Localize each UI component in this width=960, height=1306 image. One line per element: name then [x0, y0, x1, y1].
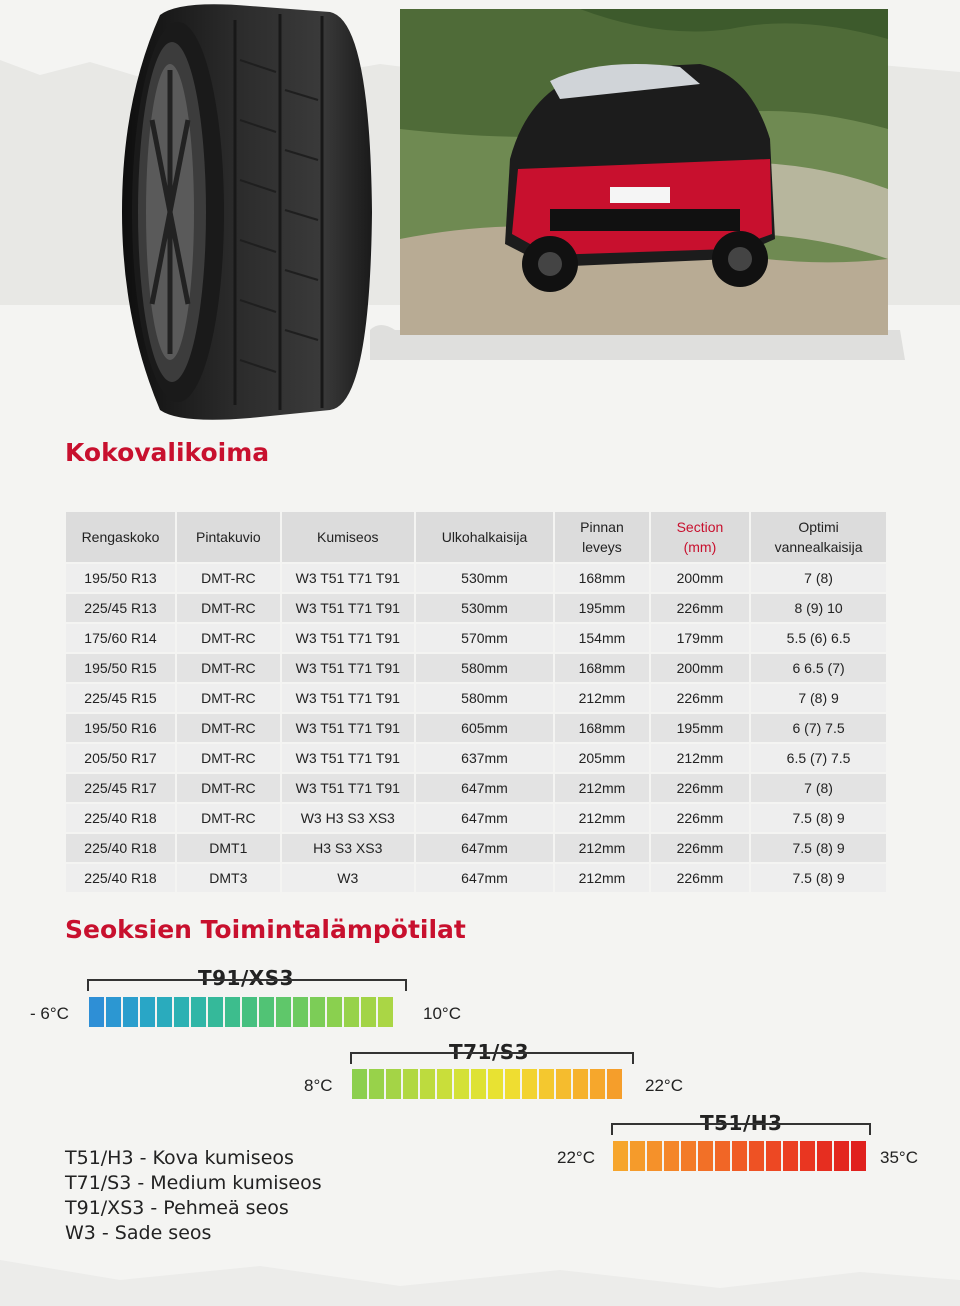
table-cell: 226mm [651, 802, 751, 832]
table-cell: W3 H3 S3 XS3 [282, 802, 416, 832]
col-section-text: Section (mm) [676, 519, 724, 555]
col-ulkohalkaisija: Ulkohalkaisija [416, 512, 555, 562]
table-cell: 7 (8) [751, 772, 886, 802]
legend-item: W3 - Sade seos [65, 1222, 212, 1244]
table-cell: 195mm [651, 712, 751, 742]
table-cell: 212mm [555, 682, 651, 712]
table-row [66, 802, 886, 832]
table-row [66, 712, 886, 742]
temp-segment [556, 1069, 571, 1099]
table-cell: W3 T51 T71 T91 [282, 682, 416, 712]
temp-segment [573, 1069, 588, 1099]
temp-segment [106, 997, 121, 1027]
temp-segment [123, 997, 138, 1027]
temp-segment [140, 997, 155, 1027]
temp-segment [539, 1069, 554, 1099]
table-cell: DMT-RC [177, 682, 282, 712]
col-optimi-text: Optimi vannealkaisija [774, 519, 863, 555]
table-cell: DMT-RC [177, 652, 282, 682]
table-cell: W3 T51 T71 T91 [282, 772, 416, 802]
col-section [651, 512, 751, 562]
legend-item: T91/XS3 - Pehmeä seos [65, 1197, 289, 1219]
range-label-t71: T71/S3 [449, 1040, 530, 1064]
temp-segment [522, 1069, 537, 1099]
col-rengaskoko: Rengaskoko [66, 512, 177, 562]
table-cell: 580mm [416, 652, 555, 682]
table-cell: 225/45 R13 [66, 592, 177, 622]
table-cell: 154mm [555, 622, 651, 652]
range-bars-t51 [613, 1141, 868, 1171]
temp-segment [817, 1141, 832, 1171]
temp-segment [327, 997, 342, 1027]
table-cell: 226mm [651, 592, 751, 622]
range-bars-t91 [89, 997, 395, 1027]
table-cell: 212mm [555, 862, 651, 892]
temp-segment [630, 1141, 645, 1171]
range-label-t91: T91/XS3 [198, 966, 295, 990]
table-cell: DMT-RC [177, 562, 282, 592]
temp-segment [344, 997, 359, 1027]
table-cell: 212mm [555, 772, 651, 802]
table-cell: DMT1 [177, 832, 282, 862]
table-cell: 226mm [651, 832, 751, 862]
table-body [66, 562, 886, 892]
temp-segment [403, 1069, 418, 1099]
table-cell: 7 (8) 9 [751, 682, 886, 712]
temp-segment [386, 1069, 401, 1099]
table-cell: 605mm [416, 712, 555, 742]
range-max-t91: 10°C [423, 1004, 461, 1023]
table-cell: 7 (8) [751, 562, 886, 592]
table-cell: 8 (9) 10 [751, 592, 886, 622]
temp-segment [766, 1141, 781, 1171]
table-cell: W3 T51 T71 T91 [282, 652, 416, 682]
table-row [66, 622, 886, 652]
table-cell: 225/40 R18 [66, 832, 177, 862]
table-cell: 637mm [416, 742, 555, 772]
table-cell: 225/40 R18 [66, 802, 177, 832]
temp-segment [607, 1069, 622, 1099]
range-min-t71: 8°C [304, 1076, 333, 1095]
temp-segment [174, 997, 189, 1027]
table-row [66, 592, 886, 622]
table-row [66, 562, 886, 592]
temp-segment [647, 1141, 662, 1171]
table-cell: 212mm [651, 742, 751, 772]
range-label-t51: T51/H3 [700, 1111, 783, 1135]
table-cell: DMT-RC [177, 622, 282, 652]
temps-title: Seoksien Toimintalämpötilat [65, 915, 466, 944]
table-cell: 168mm [555, 712, 651, 742]
temp-segment [664, 1141, 679, 1171]
temp-segment [293, 997, 308, 1027]
table-cell: 530mm [416, 562, 555, 592]
table-cell: 212mm [555, 802, 651, 832]
temp-segment [242, 997, 257, 1027]
compound-legend [65, 1146, 322, 1246]
temp-segment [378, 997, 393, 1027]
table-cell: W3 T51 T71 T91 [282, 622, 416, 652]
temp-segment [613, 1141, 628, 1171]
table-cell: 175/60 R14 [66, 622, 177, 652]
table-cell: 225/45 R15 [66, 682, 177, 712]
range-bracket-t91 [87, 979, 407, 991]
table-row [66, 862, 886, 892]
col-pinnan-leveys-text: Pinnan leveys [580, 519, 624, 555]
table-cell: 225/40 R18 [66, 862, 177, 892]
table-cell: 226mm [651, 862, 751, 892]
temp-segment [454, 1069, 469, 1099]
temp-segment [834, 1141, 849, 1171]
table-cell: 6 6.5 (7) [751, 652, 886, 682]
range-min-t91: - 6°C [30, 1004, 69, 1023]
tire-size-table [66, 512, 886, 892]
table-cell: 647mm [416, 802, 555, 832]
table-cell: 168mm [555, 652, 651, 682]
range-max-t71: 22°C [645, 1076, 683, 1095]
temp-segment [157, 997, 172, 1027]
temp-segment [698, 1141, 713, 1171]
table-row [66, 832, 886, 862]
table-cell: 212mm [555, 832, 651, 862]
temp-segment [259, 997, 274, 1027]
table-cell: DMT-RC [177, 802, 282, 832]
temp-segment [732, 1141, 747, 1171]
table-cell: 168mm [555, 562, 651, 592]
table-cell: 570mm [416, 622, 555, 652]
range-bracket-t71 [350, 1052, 634, 1064]
table-cell: H3 S3 XS3 [282, 832, 416, 862]
table-cell: 530mm [416, 592, 555, 622]
table-cell: DMT-RC [177, 592, 282, 622]
range-max-t51: 35°C [880, 1148, 918, 1167]
temp-segment [783, 1141, 798, 1171]
table-cell: W3 T51 T71 T91 [282, 742, 416, 772]
table-cell: 6.5 (7) 7.5 [751, 742, 886, 772]
temp-segment [310, 997, 325, 1027]
table-cell: 205mm [555, 742, 651, 772]
table-cell: 7.5 (8) 9 [751, 862, 886, 892]
col-pinnan-leveys [555, 512, 651, 562]
temp-segment [505, 1069, 520, 1099]
table-row [66, 652, 886, 682]
tire-image [100, 0, 380, 425]
temp-segment [488, 1069, 503, 1099]
table-cell: 647mm [416, 862, 555, 892]
table-cell: 195/50 R15 [66, 652, 177, 682]
temp-segment [590, 1069, 605, 1099]
overview-title: Kokovalikoima [65, 438, 270, 467]
table-cell: 225/45 R17 [66, 772, 177, 802]
temp-segment [851, 1141, 866, 1171]
table-cell: DMT-RC [177, 712, 282, 742]
table-cell: 226mm [651, 772, 751, 802]
table-row [66, 772, 886, 802]
temp-segment [352, 1069, 367, 1099]
temp-segment [208, 997, 223, 1027]
temp-segment [681, 1141, 696, 1171]
table-cell: 6 (7) 7.5 [751, 712, 886, 742]
temp-segment [471, 1069, 486, 1099]
table-cell: W3 T51 T71 T91 [282, 712, 416, 742]
temp-segment [225, 997, 240, 1027]
table-cell: 647mm [416, 772, 555, 802]
table-cell: DMT-RC [177, 772, 282, 802]
col-kumiseos: Kumiseos [282, 512, 416, 562]
table-row [66, 682, 886, 712]
table-cell: 647mm [416, 832, 555, 862]
table-cell: 200mm [651, 562, 751, 592]
temp-segment [276, 997, 291, 1027]
legend-item: T51/H3 - Kova kumiseos [65, 1147, 294, 1169]
temp-segment [715, 1141, 730, 1171]
table-cell: 5.5 (6) 6.5 [751, 622, 886, 652]
table-row [66, 742, 886, 772]
table-cell: W3 [282, 862, 416, 892]
table-cell: 179mm [651, 622, 751, 652]
table-cell: 195/50 R16 [66, 712, 177, 742]
temp-segment [369, 1069, 384, 1099]
temp-segment [437, 1069, 452, 1099]
temp-segment [191, 997, 206, 1027]
table-cell: DMT-RC [177, 742, 282, 772]
table-cell: 7.5 (8) 9 [751, 802, 886, 832]
table-cell: 7.5 (8) 9 [751, 832, 886, 862]
range-bars-t71 [352, 1069, 624, 1099]
table-cell: 200mm [651, 652, 751, 682]
temp-segment [361, 997, 376, 1027]
table-cell: DMT3 [177, 862, 282, 892]
table-header-row [66, 512, 886, 562]
rally-car-photo [400, 9, 888, 335]
temp-segment [800, 1141, 815, 1171]
table-cell: 205/50 R17 [66, 742, 177, 772]
col-optimi [751, 512, 886, 562]
temp-segment [420, 1069, 435, 1099]
temp-segment [89, 997, 104, 1027]
range-bracket-t51 [611, 1123, 871, 1135]
table-cell: W3 T51 T71 T91 [282, 592, 416, 622]
table-cell: W3 T51 T71 T91 [282, 562, 416, 592]
legend-item: T71/S3 - Medium kumiseos [65, 1172, 322, 1194]
range-min-t51: 22°C [557, 1148, 595, 1167]
temp-segment [749, 1141, 764, 1171]
table-cell: 195/50 R13 [66, 562, 177, 592]
table-cell: 226mm [651, 682, 751, 712]
table-cell: 580mm [416, 682, 555, 712]
col-pintakuvio: Pintakuvio [177, 512, 282, 562]
table-cell: 195mm [555, 592, 651, 622]
